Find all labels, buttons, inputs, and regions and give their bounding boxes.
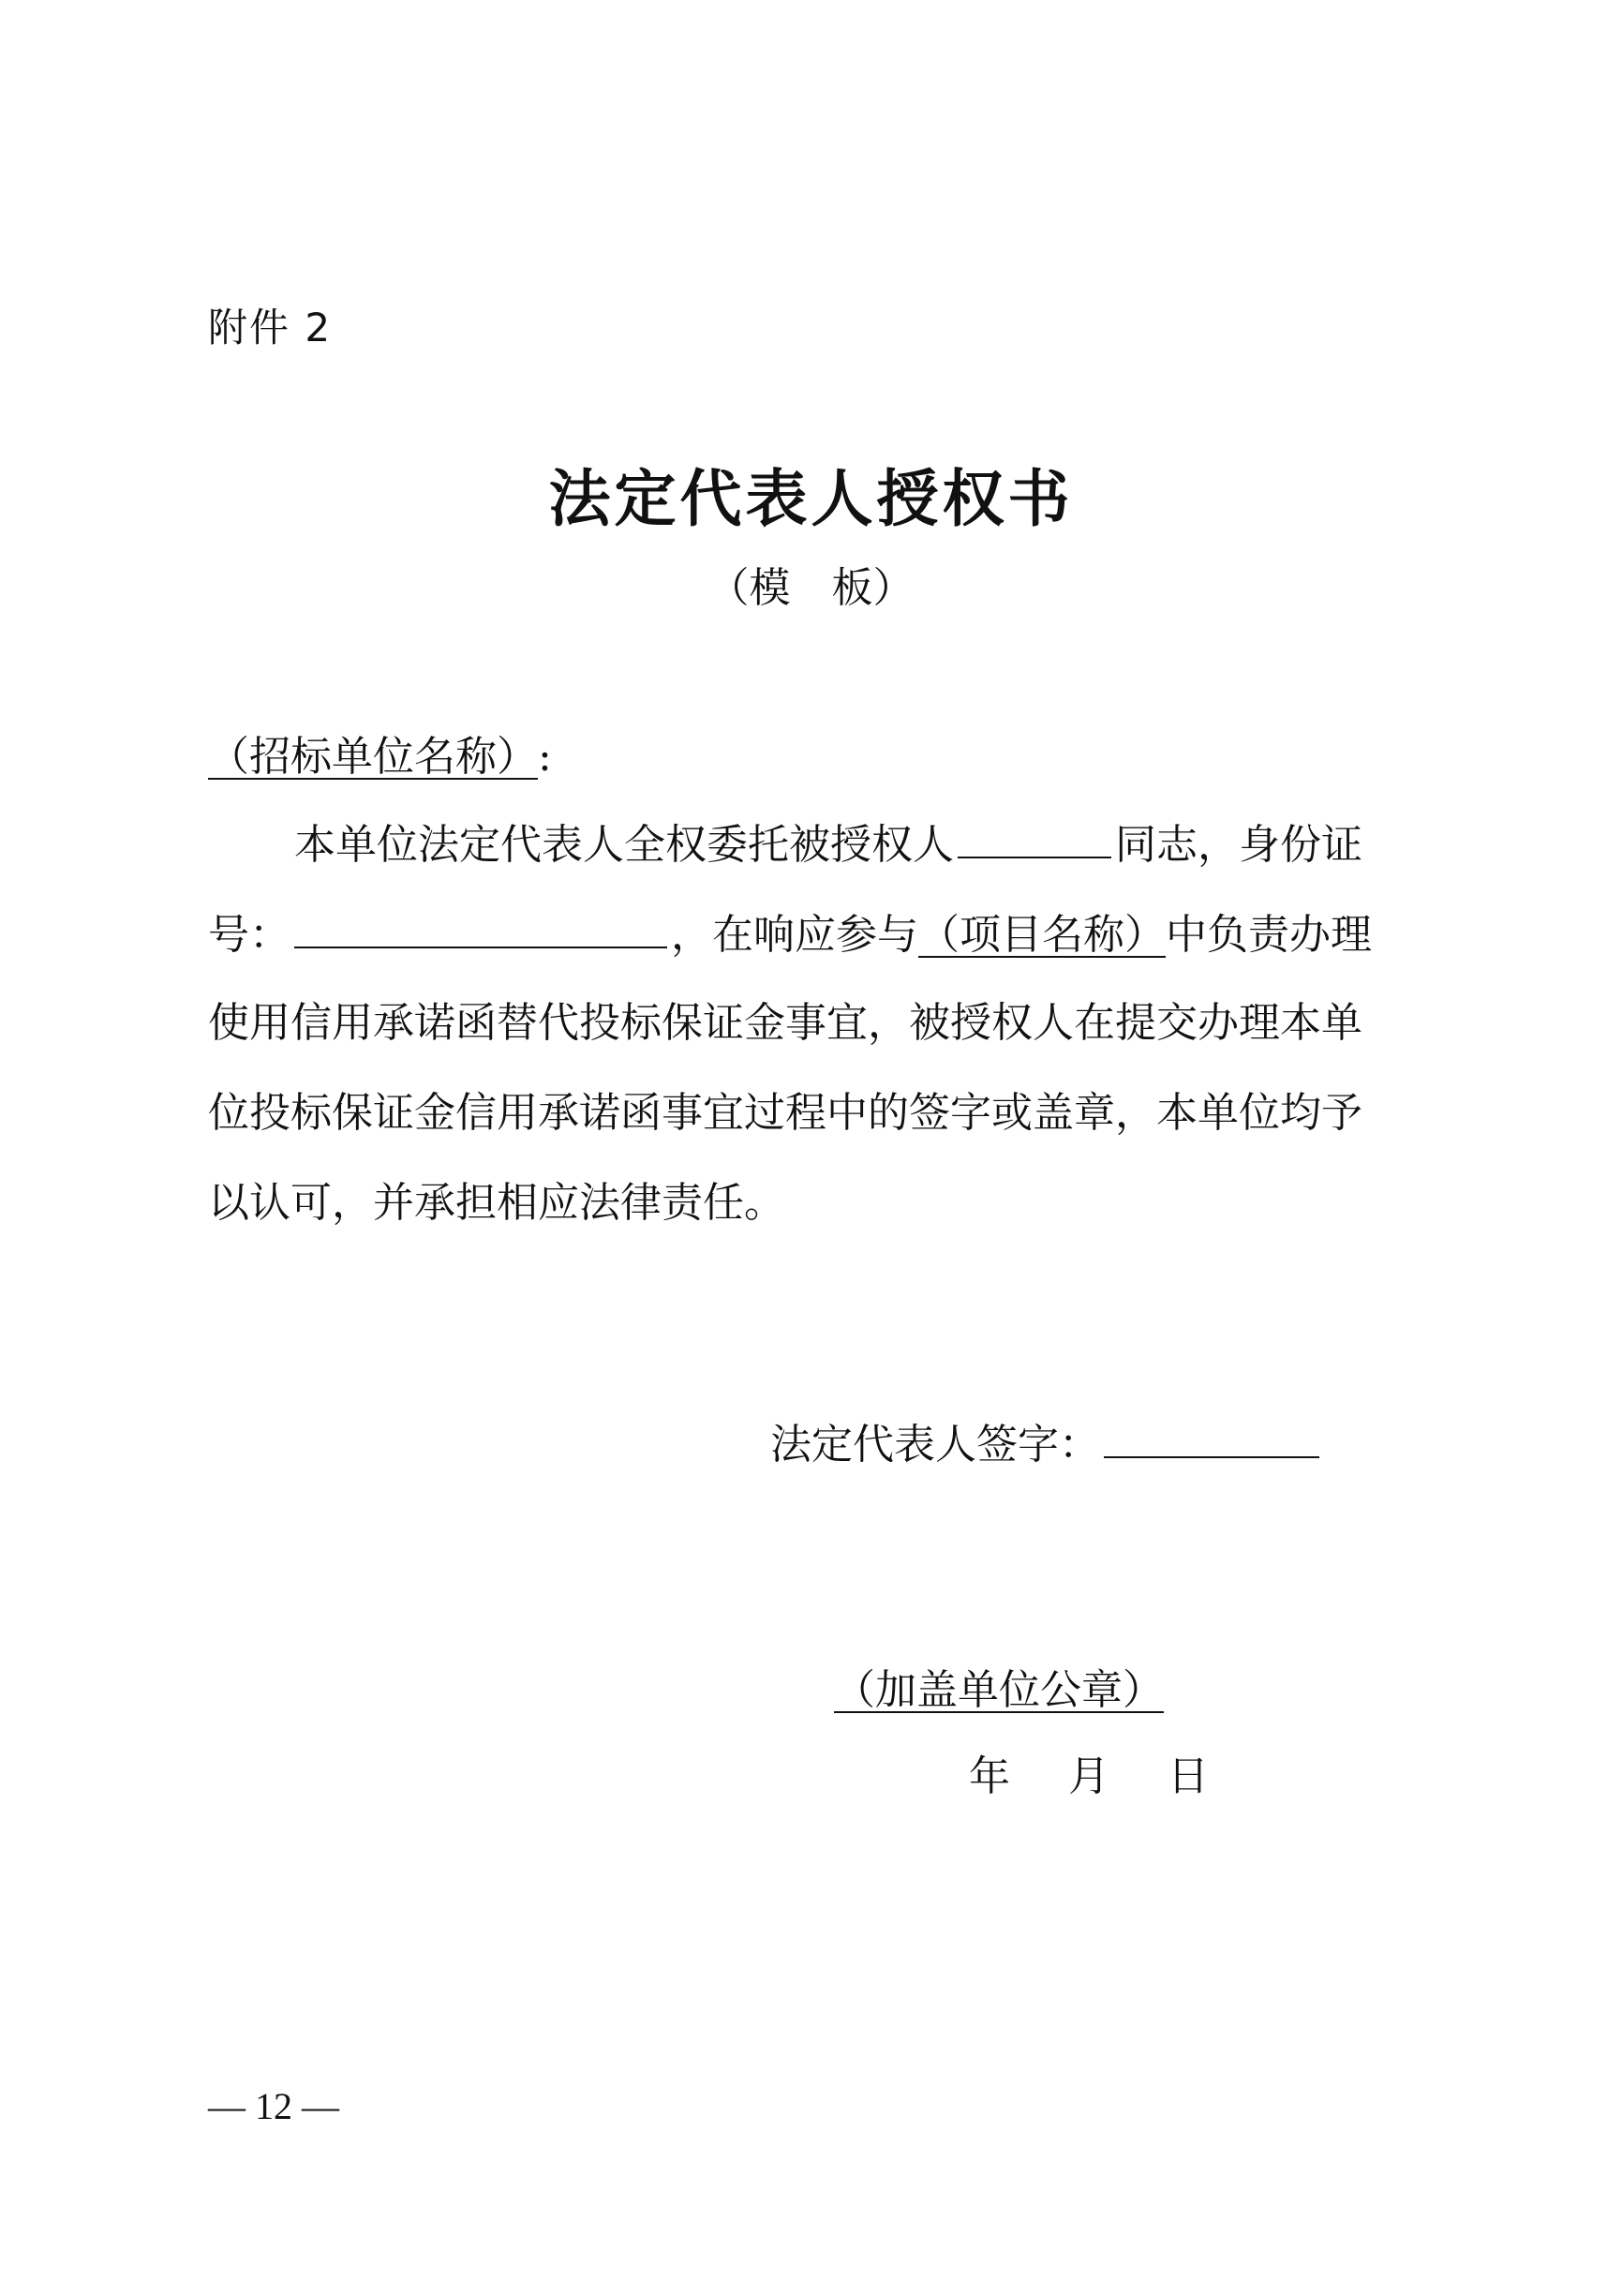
- paragraph-line-3: 使用信用承诺函替代投标保证金事宜，被授权人在提交办理本单: [208, 999, 1362, 1047]
- document-subtitle: （模 板）: [707, 564, 915, 612]
- attachment-label: 附件 2: [208, 305, 333, 350]
- paragraph-line-4: 位投标保证金信用承诺函事宜过程中的签字或盖章，本单位均予: [208, 1089, 1362, 1137]
- seal-label: （加盖单位公章）: [834, 1666, 1164, 1714]
- id-number-label: 号：: [208, 911, 290, 959]
- seal-line: [834, 1662, 1164, 1719]
- paragraph-line-1-end: 同志，身份证: [1115, 821, 1362, 869]
- paragraph-line-2-end: 中负责办理: [1166, 911, 1372, 959]
- document-title: 法定代表人授权书: [548, 462, 1074, 535]
- project-name-placeholder: （项目名称）: [918, 911, 1166, 959]
- addressee-name: （招标单位名称）: [208, 733, 538, 781]
- date-month: 月: [1068, 1752, 1109, 1800]
- paragraph-line-1: [208, 815, 1426, 873]
- signature-line: [770, 1415, 1323, 1473]
- paragraph-line-1-start: 本单位法定代表人全权委托被授权人: [294, 821, 954, 869]
- id-number-blank: [294, 905, 667, 948]
- authorized-person-blank: [958, 815, 1111, 858]
- signature-blank: [1104, 1415, 1319, 1458]
- date-line: [969, 1749, 1209, 1805]
- signature-label: 法定代表人签字：: [770, 1421, 1100, 1469]
- page-number: — 12 —: [208, 2085, 339, 2127]
- paragraph-line-2: [208, 905, 1426, 963]
- addressee-line: [208, 729, 1426, 785]
- date-day: 日: [1168, 1752, 1209, 1800]
- paragraph-line-5: 以认可，并承担相应法律责任。: [208, 1179, 785, 1227]
- date-year: 年: [969, 1752, 1010, 1800]
- paragraph-line-2-middle: ，在响应参与: [671, 911, 918, 959]
- addressee-colon: :: [538, 733, 552, 781]
